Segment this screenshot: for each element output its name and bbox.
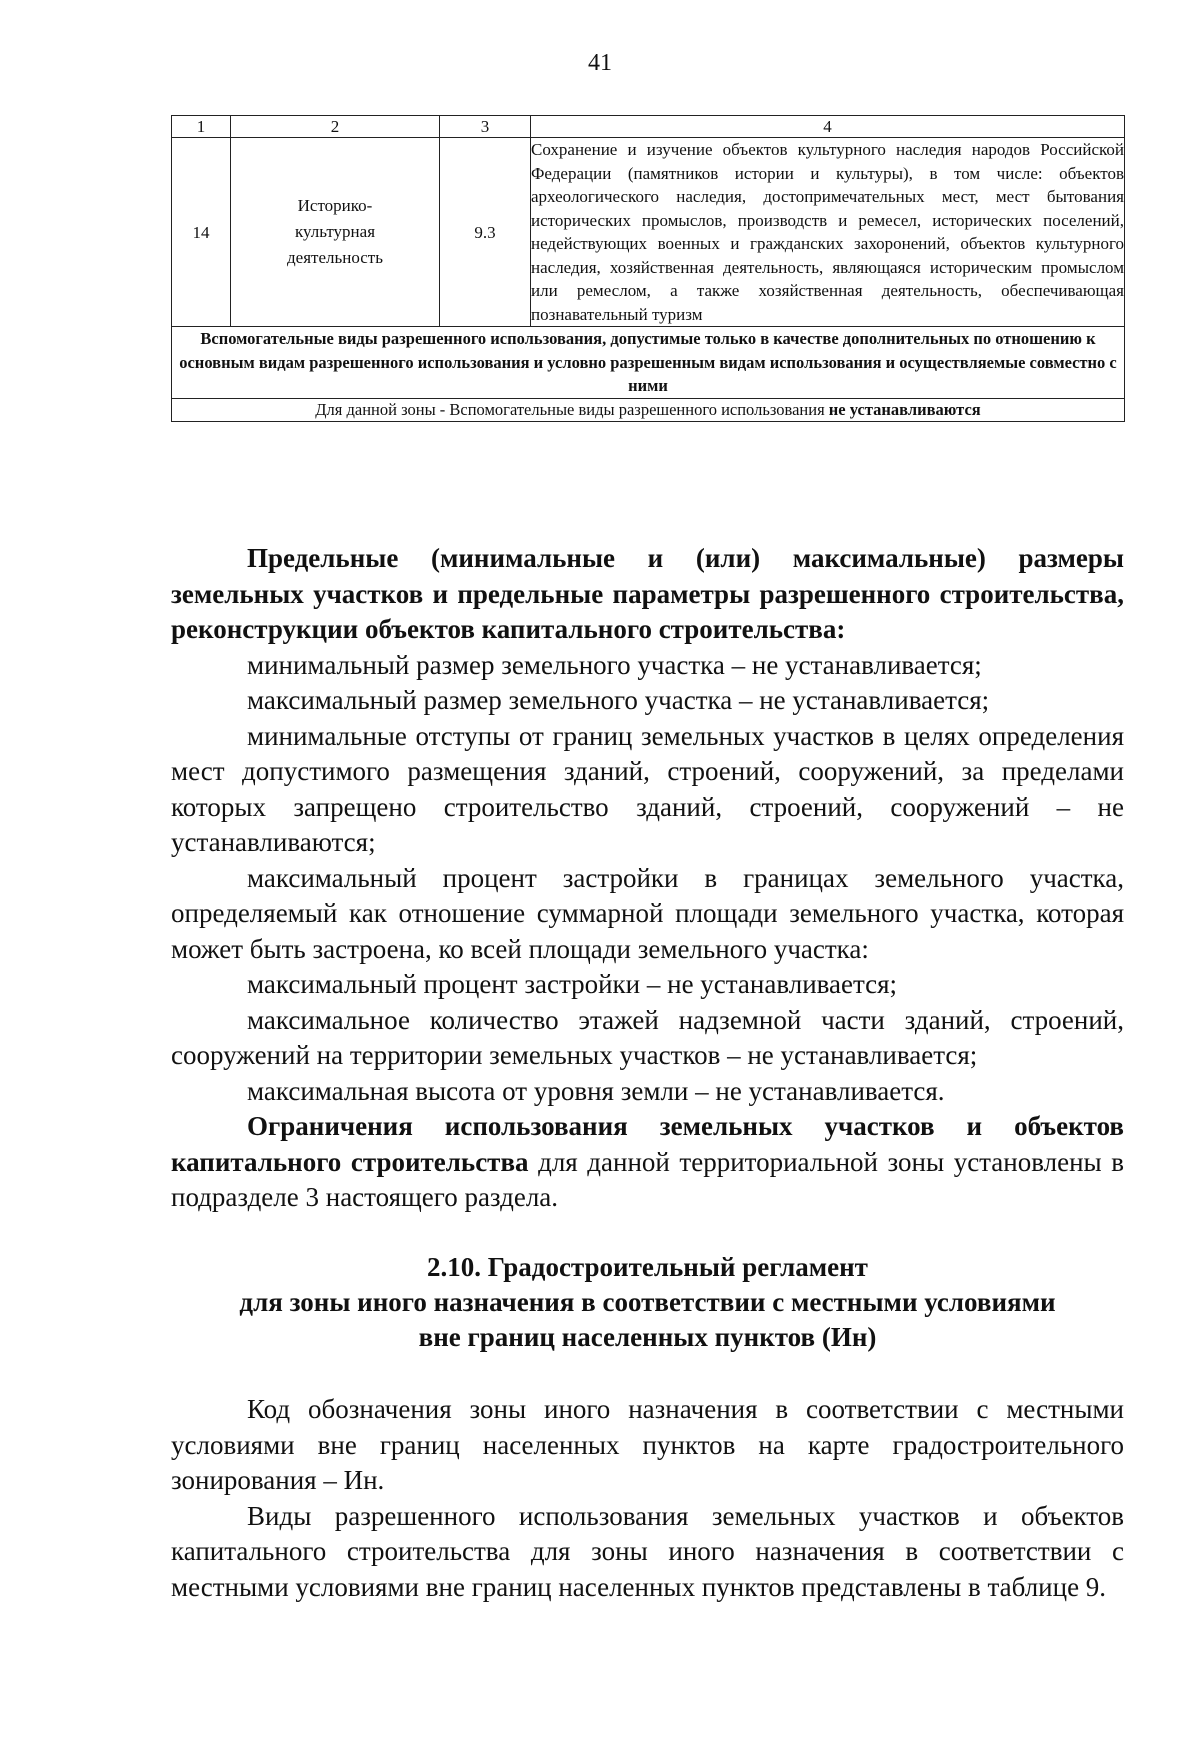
header-cell: 4 [531, 116, 1125, 138]
aux-note [172, 398, 1125, 421]
section-heading-line: вне границ населенных пунктов (Ин) [418, 1322, 877, 1352]
restrictions-bold: Ограничения использования земельных участков и объектов капитального строительства [171, 1111, 1124, 1177]
limits-block [171, 541, 1124, 1216]
intro-paragraph: Виды разрешенного использования земельных участков и объектов капитального строительства для зоны иного назначения в соответствии с местными условиями вне границ населенных пунктов представлены в таблице 9. [171, 1500, 1124, 1602]
aux-note-bold: не устанавливаются [828, 399, 981, 419]
aux-note-text: Для данной зоны - Вспомогательные виды разрешенного использования [315, 399, 825, 419]
limits-paragraph: максимальный размер земельного участка – не устанавливается; [247, 685, 990, 715]
use-type-description: Сохранение и изучение объектов культурного наследия народов Российской Федерации (памятников истории и культуры), в том числе: объектов археологического наследия, достопримечательных мест, мест бытования исторических промыслов, производств и ремесел, исторических поселений, недействующих военных и гражданских захоронений, объектов культурного наследия, хозяйственная деятельность, являющаяся историческим промыслом или ремеслом, а также хозяйственная деятельность, обеспечивающая познавательный туризм [531, 138, 1125, 327]
limits-paragraph: максимальный процент застройки – не устанавливается; [247, 969, 898, 999]
table-header-row [172, 116, 1125, 138]
use-type-name-line: деятельность [287, 248, 383, 267]
intro-paragraph: Код обозначения зоны иного назначения в соответствии с местными условиями вне границ населенных пунктов на карте градостроительного зонирования – Ин. [171, 1394, 1124, 1495]
limits-paragraph: максимальное количество этажей надземной части зданий, строений, сооружений на территории земельных участков – не устанавливается; [171, 1004, 1124, 1070]
table-row [172, 138, 1125, 327]
row-number: 14 [172, 138, 231, 327]
use-type-name-line: культурная [294, 222, 376, 241]
intro-block [171, 1392, 1124, 1605]
page-number: 41 [588, 50, 612, 76]
header-cell: 1 [172, 116, 231, 138]
aux-heading: Вспомогательные виды разрешенного использования, допустимые только в качестве дополнительных по отношению к основным видам разрешенного использования и условно разрешенным видам использования и осуществляемые совместно с ними [172, 327, 1125, 399]
aux-note-row [172, 398, 1125, 421]
limits-paragraph: максимальная высота от уровня земли – не устанавливается. [247, 1075, 945, 1106]
section-heading [171, 1250, 1124, 1355]
restrictions-paragraph [171, 1109, 1124, 1216]
header-cell: 3 [440, 116, 531, 138]
limits-heading: Предельные (минимальные и (или) максимальные) размеры земельных участков и предельные параметры разрешенного строительства, реконструкции объектов капитального строительства: [171, 543, 1124, 644]
aux-heading-row [172, 327, 1125, 399]
limits-paragraph: минимальные отступы от границ земельных участков в целях определения мест допустимого размещения зданий, строений, сооружений, за пределами которых запрещено строительство зданий, строений, сооружений – не устанавливаются; [171, 720, 1124, 857]
land-use-table [171, 115, 1125, 422]
use-type-name [231, 138, 440, 327]
use-type-code: 9.3 [440, 138, 531, 327]
limits-paragraph: максимальный процент застройки в границах земельного участка, определяемый как отношение суммарной площади земельного участка, которая может быть застроена, ко всей площади земельного участка: [171, 862, 1124, 964]
section-heading-line: 2.10. Градостроительный регламент [427, 1252, 868, 1282]
limits-paragraph: минимальный размер земельного участка – не устанавливается; [247, 649, 982, 680]
section-heading-line: для зоны иного назначения в соответствии с местными условиями [239, 1287, 1056, 1317]
header-cell: 2 [231, 116, 440, 138]
use-type-name-line: Историко- [297, 196, 373, 215]
restrictions-rest: для данной территориальной зоны установлены в подразделе 3 настоящего раздела. [171, 1146, 1124, 1212]
